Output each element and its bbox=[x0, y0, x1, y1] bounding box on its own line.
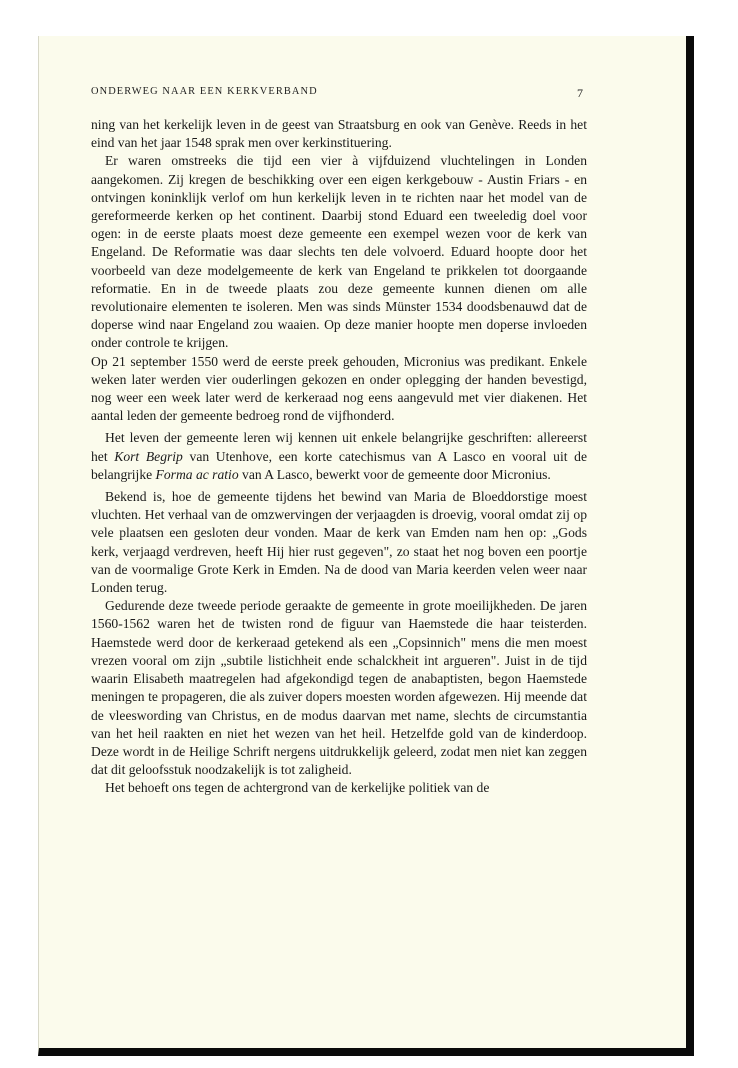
paragraph-2: Er waren omstreeks die tijd een vier à vijfduizend vluchtelingen in Londen aangekomen. Zij kregen de beschikking over een eigen kerkgebouw - Austin Friars - en ontvingen koninklijk verlof om hun kerkelijk leven in te richten naar het model van de gereformeerde kerken op het continent. Daarbij stond Eduard een tweeledig doel voor ogen: in de eerste plaats moest deze gemeente een exempel wezen voor de kerk van Engeland. De Reformatie was daar slechts ten dele volvoerd. Eduard hoopte door het voorbeeld van deze modelgemeente de kerk van Engeland te prikkelen tot doorgaande reformatie. En in de tweede plaats zou deze gemeente kunnen dienen om alle revolutionaire elementen te isoleren. Men was sinds Münster 1534 doodsbenauwd dat de doperse wind naar Engeland zou waaien. Op deze manier hoopte men doperse invloeden onder controle te krijgen. bbox=[91, 153, 587, 351]
book-page bbox=[38, 36, 694, 1056]
paragraph-4-text-c: van Utenhove, een korte catechismus van A Lasco en vooral uit de belangrijke bbox=[91, 448, 587, 482]
page-number: 7 bbox=[577, 86, 583, 100]
body-text bbox=[91, 116, 587, 798]
chapter-title: ONDERWEG NAAR EEN KERKVERBAND bbox=[91, 86, 318, 97]
paragraph-4-text-a: Het leven der gemeente leren wij kennen uit enkele belangrijke geschriften: allereerst het bbox=[91, 430, 587, 464]
paragraph-1: ning van het kerkelijk leven in de geest van Straatsburg en ook van Genève. Reeds in het eind van het jaar 1548 sprak men over kerkinstituering. bbox=[91, 117, 587, 151]
title-kort-begrip: Kort Begrip bbox=[114, 448, 183, 464]
paragraph-6: Gedurende deze tweede periode geraakte de gemeente in grote moeilijkheden. De jaren 1560-1562 waren het de twisten rond de figuur van Haemstede die haar teisterden. Haemstede werd door de kerkeraad getekend als een „Copsinnich" mens die men moest vrezen vooral om zijn „subtile listichheit ende schalckheit int argueren". Juist in de tijd waarin Elisabeth maatregelen had afgekondigd tegen de anabaptisten, begon Haemstede meningen te propageren, die als zuiver dopers moesten worden afgewezen. Hij meende dat de vleeswording van Christus, en de modus daarvan met name, slechts de circumstantia van het heil raakten en niet het wezen van het heil. Hetzelfde gold van de kinderdoop. Deze wordt in de Heilige Schrift nergens uitdrukkelijk geleerd, zodat men niet kan zeggen dat dit geloofsstuk noodzakelijk is tot zaligheid. bbox=[91, 598, 587, 778]
paragraph-3: Op 21 september 1550 werd de eerste preek gehouden, Micronius was predikant. Enkele weken later werden vier ouderlingen gekozen en onder oplegging der handen bevestigd, nog weer een week later werd de kerkeraad nog eens aangevuld met vier diakenen. Het aantal leden der gemeente bedroeg rond de vijfhonderd. bbox=[91, 353, 587, 424]
title-forma-ac-ratio: Forma ac ratio bbox=[155, 466, 239, 482]
paragraph-5: Bekend is, hoe de gemeente tijdens het bewind van Maria de Bloeddorstige moest vluchten. Het verhaal van de omzwervingen der verjaagden is droevig, vooral omdat zij op vele plaatsen een gesloten deur vonden. Maar de kerk van Emden nam hen op: „Gods kerk, verjaagd verdreven, heeft Hij hier rust gegeven", zo staat het nog boven een poortje van de voormalige Grote Kerk in Emden. Na de dood van Maria keerden velen weer naar Londen terug. bbox=[91, 489, 587, 596]
paragraph-7: Het behoeft ons tegen de achtergrond van de kerkelijke politiek van de bbox=[105, 780, 490, 796]
paragraph-4 bbox=[91, 429, 587, 484]
paragraph-4-text-e: van A Lasco, bewerkt voor de gemeente door Micronius. bbox=[238, 466, 551, 482]
